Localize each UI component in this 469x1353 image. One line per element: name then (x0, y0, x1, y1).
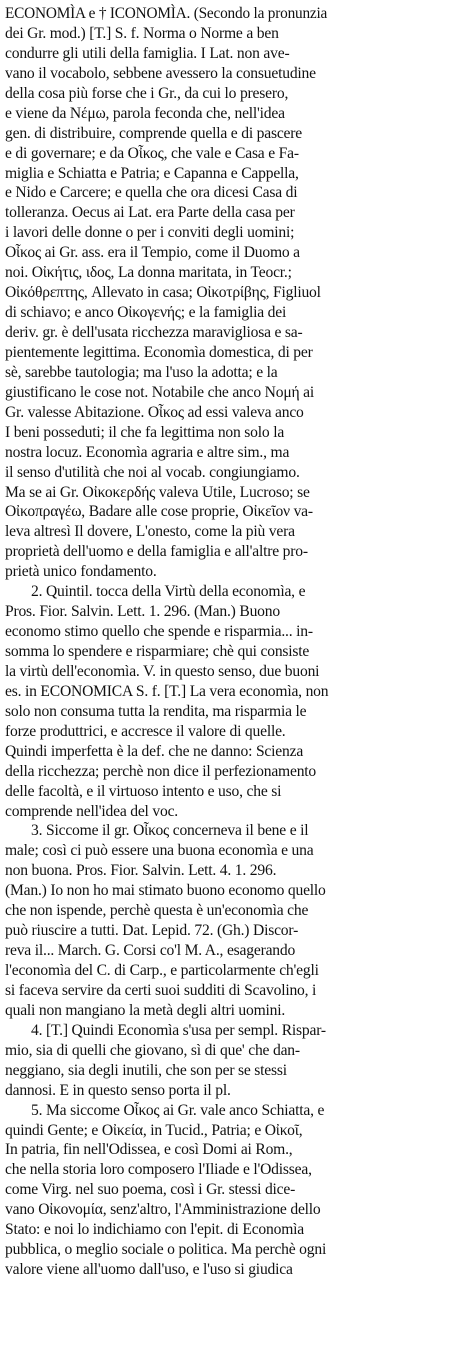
entry-line: l'economìa del C. di Carp., e particolarmente ch'egli (5, 962, 319, 979)
entry-line: Gr. valesse Abitazione. Οἶκος ad essi valeva anco (5, 403, 304, 421)
entry-headword-line: ECONOMÌA e † ICONOMÌA. (Secondo la pronunzia (5, 5, 328, 22)
entry-line: il senso d'utilità che noi al vocab. congiungiamo. (5, 463, 300, 481)
entry-line: comprende nell'idea del voc. (5, 802, 178, 820)
entry-line: nostra locuz. Economìa agraria e altre sim., ma (5, 443, 290, 461)
entry-line: Ma se ai Gr. Οἰκοκερδής valeva Utile, Lucroso; se (5, 483, 310, 501)
entry-line: In patria, fin nell'Odissea, e così Domi ai Rom., (5, 1141, 293, 1159)
entry-line: Pros. Fior. Salvin. Lett. 1. 296. (Man.) Buono (5, 603, 280, 621)
entry-line: gen. di distribuire, comprende quella e di pascere (5, 124, 302, 142)
entry-line: può riuscire a tutti. Dat. Lepid. 72. (Gh.) Discor- (5, 922, 299, 940)
entry-line: dannosi. E in questo senso porta il pl. (5, 1081, 231, 1099)
entry-line: Quindi imperfetta è la def. che ne danno: Scienza (5, 742, 304, 760)
entry-line: noi. Οἰκήτις, ιδος, La donna maritata, in Teocr.; (5, 264, 292, 282)
entry-line: sè, sarebbe tautologia; ma l'uso la adotta; e la (5, 363, 278, 381)
entry-line: delle facoltà, e il virtuoso intento e uso, che si (5, 782, 282, 800)
entry-line: si faceva servire da certi suoi sudditi di Scavolino, i (5, 981, 317, 999)
entry-line: valore viene all'uomo dall'uso, e l'uso si giudica (5, 1261, 293, 1279)
entry-line: leva altresì Il dovere, L'onesto, come la più vera (5, 523, 295, 541)
entry-line: vano il vocabolo, sebbene avessero la consuetudine (5, 64, 316, 82)
entry-line: reva il... March. G. Corsi co'l M. A., esagerando (5, 942, 296, 960)
entry-line: Stato: e noi lo indichiamo con l'epit. di Economìa (5, 1221, 304, 1239)
entry-line: Οἶκος ai Gr. ass. era il Tempio, come il Duomo a (5, 244, 300, 262)
entry-line: male; così ci può essere una buona economìa e una (5, 842, 314, 860)
entry-line: deriv. gr. è dell'usata ricchezza maravigliosa e sa- (5, 324, 303, 341)
entry-line: quali non mangiano la metà degli altri uomini. (5, 1001, 286, 1019)
entry-line: quindi Gente; e Οἰκεία, in Tucid., Patria; e Οἰκοῖ, (5, 1121, 303, 1139)
entry-line: pientemente legittima. Economìa domestica, di per (5, 343, 313, 361)
entry-line: giustificano le cose not. Notabile che anco Νομή ai (5, 383, 314, 401)
entry-line: che nella storia loro composero l'Iliade e l'Odissea, (5, 1161, 312, 1179)
dictionary-entry-economia (5, 4, 464, 1280)
entry-line: e viene da Νέμω, parola feconda che, nell'idea (5, 104, 285, 122)
entry-line: e di governare; e da Οἶκος, che vale e Casa e Fa- (5, 144, 299, 162)
entry-line: proprietà dell'uomo e della famiglia e all'altre pro- (5, 543, 308, 561)
entry-line: di schiavo; e anco Οἰκογενής; e la famiglia dei (5, 304, 287, 322)
entry-line: economo stimo quello che spende e risparmia... in- (5, 623, 313, 641)
entry-line: mio, sia di quelli che giovano, sì di que' che dan- (5, 1041, 300, 1059)
entry-line: I beni posseduti; il che fa legittima non solo la (5, 423, 285, 441)
sense-2-start-line: 2. Quintil. tocca della Virtù della economìa, e (31, 583, 306, 601)
entry-line: Οἰκόθρεπτης, Allevato in casa; Οἰκοτρίβης, Figliuol (5, 284, 321, 302)
entry-line: prietà unico fondamento. (5, 563, 157, 581)
entry-line: solo non consuma tutta la rendita, ma risparmia le (5, 702, 307, 720)
entry-line: e Nido e Carcere; e quella che ora dicesi Casa di (5, 184, 298, 202)
entry-line: forze produttrici, e accresce il valore di quelle. (5, 722, 286, 740)
entry-line: es. in ECONOMICA S. f. [T.] La vera economìa, non (5, 682, 329, 700)
entry-line: condurre gli utili della famiglia. I Lat. non ave- (5, 44, 290, 62)
entry-line: i lavori delle donne o per i conviti degli uomini; (5, 224, 295, 242)
entry-line: che non ispende, perchè questa è un'economìa che (5, 902, 309, 920)
entry-line: Οἰκοπραγέω, Badare alle cose proprie, Οἰκεῖον va- (5, 503, 313, 521)
entry-line: non buona. Pros. Fior. Salvin. Lett. 4. 1. 296. (5, 862, 277, 880)
entry-line: tolleranza. Oecus ai Lat. era Parte della casa per (5, 204, 295, 222)
entry-line: somma lo spendere e risparmiare; chè qui consiste (5, 643, 310, 660)
entry-line: della cosa più forse che i Gr., da cui lo presero, (5, 84, 289, 102)
entry-line: dei Gr. mod.) [T.] S. f. Norma o Norme a ben (5, 24, 279, 42)
sense-4-start-line: 4. [T.] Quindi Economìa s'usa per sempl. Rispar- (31, 1021, 326, 1039)
entry-line: pubblica, o meglio sociale o politica. Ma perchè ogni (5, 1241, 327, 1259)
entry-line: come Virg. nel suo poema, così i Gr. stessi dice- (5, 1181, 296, 1199)
entry-line: (Man.) Io non ho mai stimato buono economo quello (5, 882, 326, 900)
entry-line: miglia e Schiatta e Patria; e Capanna e Cappella, (5, 164, 299, 182)
sense-5-start-line: 5. Ma siccome Οἶκος ai Gr. vale anco Schiatta, e (31, 1101, 325, 1119)
entry-line: vano Οἰκονομία, senz'altro, l'Amministrazione dello (5, 1201, 321, 1219)
entry-line: neggiano, sia degli inutili, che son per se stessi (5, 1061, 287, 1079)
entry-line: la virtù dell'economìa. V. in questo senso, due buoni (5, 662, 320, 680)
sense-3-start-line: 3. Siccome il gr. Οἶκος concerneva il bene e il (31, 822, 309, 840)
entry-line: della ricchezza; perchè non dice il perfezionamento (5, 762, 317, 780)
